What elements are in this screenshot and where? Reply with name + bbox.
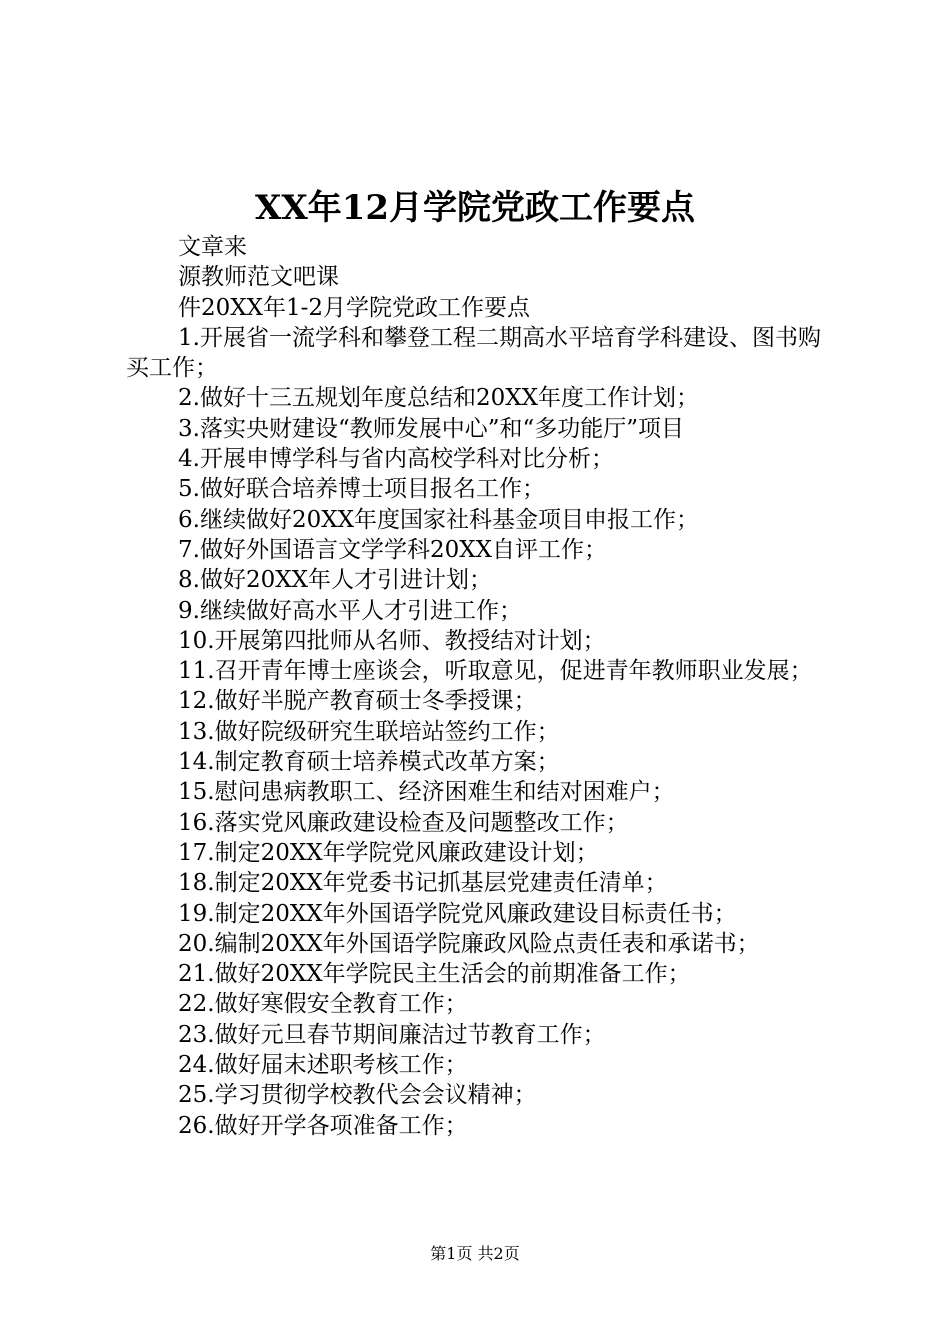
list-item: 20.编制20XX年外国语学院廉政风险点责任表和承诺书；: [178, 930, 760, 957]
list-item: 2.做好十三五规划年度总结和20XX年度工作计划；: [178, 385, 699, 412]
list-item: 12.做好半脱产教育硕士冬季授课；: [178, 688, 537, 715]
list-item: 19.制定20XX年外国语学院党风廉政建设目标责任书；: [178, 900, 737, 927]
list-item: 26.做好开学各项准备工作；: [178, 1112, 468, 1139]
list-item: 10.开展第四批师从名师、教授结对计划；: [178, 627, 606, 654]
intro-line: 文章来: [178, 234, 247, 260]
list-item: 15.慰问患病教职工、经济困难生和结对困难户；: [178, 779, 675, 806]
list-item: 13.做好院级研究生联培站签约工作；: [178, 718, 560, 745]
list-item: 11.召开青年博士座谈会，听取意见，促进青年教师职业发展；: [178, 658, 813, 685]
list-item: 23.做好元旦春节期间廉洁过节教育工作；: [178, 1021, 606, 1048]
list-item: 5.做好联合培养博士项目报名工作；: [178, 476, 545, 503]
list-item: 8.做好20XX年人才引进计划；: [178, 567, 492, 594]
list-item: 24.做好届末述职考核工作；: [178, 1052, 468, 1079]
list-item: 4.开展申博学科与省内高校学科对比分析；: [178, 446, 614, 473]
list-item: 22.做好寒假安全教育工作；: [178, 991, 468, 1018]
intro-line: 件20XX年1-2月学院党政工作要点: [178, 294, 531, 321]
list-item: 7.做好外国语言文学学科20XX自评工作；: [178, 536, 607, 563]
list-item: 14.制定教育硕士培养模式改革方案；: [178, 749, 560, 776]
list-item: 25.学习贯彻学校教代会会议精神；: [178, 1082, 537, 1109]
list-item: 3.落实央财建设“教师发展中心”和“多功能厅”项目: [178, 415, 684, 442]
list-item: 16.落实党风廉政建设检查及问题整改工作；: [178, 809, 629, 836]
document-body: [126, 232, 838, 1141]
page-footer: 第1页 共2页: [430, 1244, 520, 1263]
list-item: 6.继续做好20XX年度国家社科基金项目申报工作；: [178, 506, 699, 533]
list-item: 18.制定20XX年党委书记抓基层党建责任清单；: [178, 870, 668, 897]
list-item: 21.做好20XX年学院民主生活会的前期准备工作；: [178, 961, 691, 988]
intro-line: 源教师范文吧课: [178, 264, 339, 291]
list-item: 17.制定20XX年学院党风廉政建设计划；: [178, 839, 599, 866]
list-item: 1.开展省一流学科和攀登工程二期高水平培育学科建设、图书购买工作；: [126, 324, 821, 382]
page-title: XX年12月学院党政工作要点: [254, 188, 696, 228]
list-item: 9.继续做好高水平人才引进工作；: [178, 597, 522, 624]
